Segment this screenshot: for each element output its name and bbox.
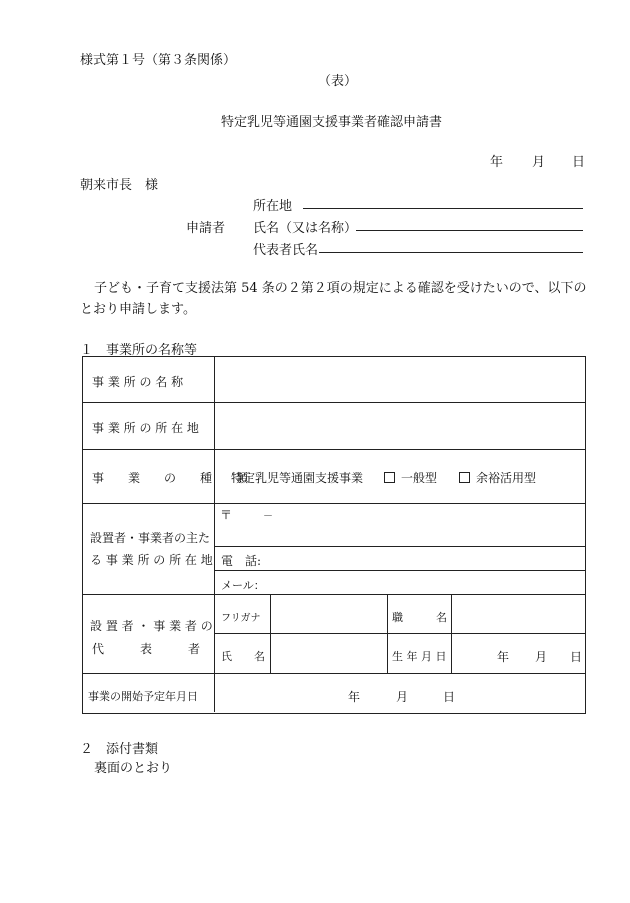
furigana-label: フリガナ bbox=[221, 613, 261, 624]
office-name-label: 事 業 所 の 名 称 bbox=[92, 375, 184, 389]
body-text-line1: 子ども・子育て支援法第 54 条の２第２項の規定による確認を受けたいので、以下の bbox=[94, 281, 587, 296]
start-month-label: 月 bbox=[396, 690, 409, 704]
addressee: 朝来市長 様 bbox=[80, 178, 159, 193]
rep-label-line2: 代 表 者 bbox=[92, 642, 201, 656]
section2-note: 裏面のとおり bbox=[94, 761, 173, 776]
start-day-label: 日 bbox=[443, 690, 456, 704]
rep-label-line1: 設 置 者 ・ 事 業 者 の bbox=[90, 619, 213, 633]
option-general[interactable] bbox=[384, 469, 437, 486]
option-surplus[interactable] bbox=[459, 469, 536, 486]
birth-year-label: 年 bbox=[497, 650, 510, 664]
founder-address-label-line1: 設置者・事業者の主た bbox=[90, 531, 211, 545]
applicant-address-line[interactable] bbox=[303, 208, 583, 209]
body-text-line2: とおり申請します。 bbox=[80, 302, 196, 317]
start-date-label: 事業の開始予定年月日 bbox=[88, 690, 198, 703]
date-month-label: 月 bbox=[532, 155, 546, 170]
applicant-rep-label: 代表者氏名 bbox=[253, 243, 319, 258]
mail-label: メール： bbox=[221, 579, 265, 592]
date-year-label: 年 bbox=[490, 155, 504, 170]
applicant-rep-line[interactable] bbox=[319, 252, 583, 253]
founder-address-label-line2: る 事 業 所 の 所 在 地 bbox=[90, 553, 213, 567]
section1-heading: １ 事業所の名称等 bbox=[80, 343, 198, 358]
birth-month-label: 月 bbox=[535, 650, 548, 664]
applicant-address-label: 所在地 bbox=[253, 199, 293, 214]
rep-title-field[interactable] bbox=[454, 597, 581, 630]
option-general-label: 一般型 bbox=[401, 471, 438, 485]
date-day-label: 日 bbox=[572, 155, 586, 170]
option-surplus-label: 余裕活用型 bbox=[476, 471, 537, 485]
applicant-name-label: 氏名（又は名称） bbox=[253, 221, 358, 236]
office-address-field[interactable] bbox=[220, 408, 578, 444]
document-title: 特定乳児等通園支援事業者確認申請書 bbox=[221, 115, 443, 130]
applicant-label: 申請者 bbox=[186, 221, 226, 236]
rep-name-label: 氏 名 bbox=[221, 650, 265, 663]
postal-dash: － bbox=[263, 511, 273, 522]
rep-title-label: 職 名 bbox=[392, 611, 447, 624]
form-number: 様式第１号（第３条関係） bbox=[80, 53, 237, 68]
form-side-label: （表） bbox=[318, 74, 358, 89]
tel-label: 電 話: bbox=[221, 554, 262, 568]
birth-day-label: 日 bbox=[570, 650, 583, 664]
checkbox-general[interactable] bbox=[384, 472, 395, 483]
rep-name-field[interactable] bbox=[273, 636, 383, 670]
birth-date-label: 生 年 月 日 bbox=[392, 650, 447, 663]
office-address-label: 事 業 所 の 所 在 地 bbox=[92, 421, 199, 435]
furigana-field[interactable] bbox=[273, 597, 383, 630]
applicant-name-line[interactable] bbox=[356, 230, 583, 231]
checkbox-surplus[interactable] bbox=[459, 472, 470, 483]
business-type-label: 事 業 の 種 類 bbox=[92, 471, 249, 485]
start-year-label: 年 bbox=[348, 690, 361, 704]
business-type-value: 特定乳児等通園支援事業 bbox=[231, 471, 364, 485]
section2-heading: ２ 添付書類 bbox=[80, 742, 159, 757]
postal-mark: 〒 bbox=[220, 508, 233, 522]
office-name-field[interactable] bbox=[220, 362, 578, 398]
